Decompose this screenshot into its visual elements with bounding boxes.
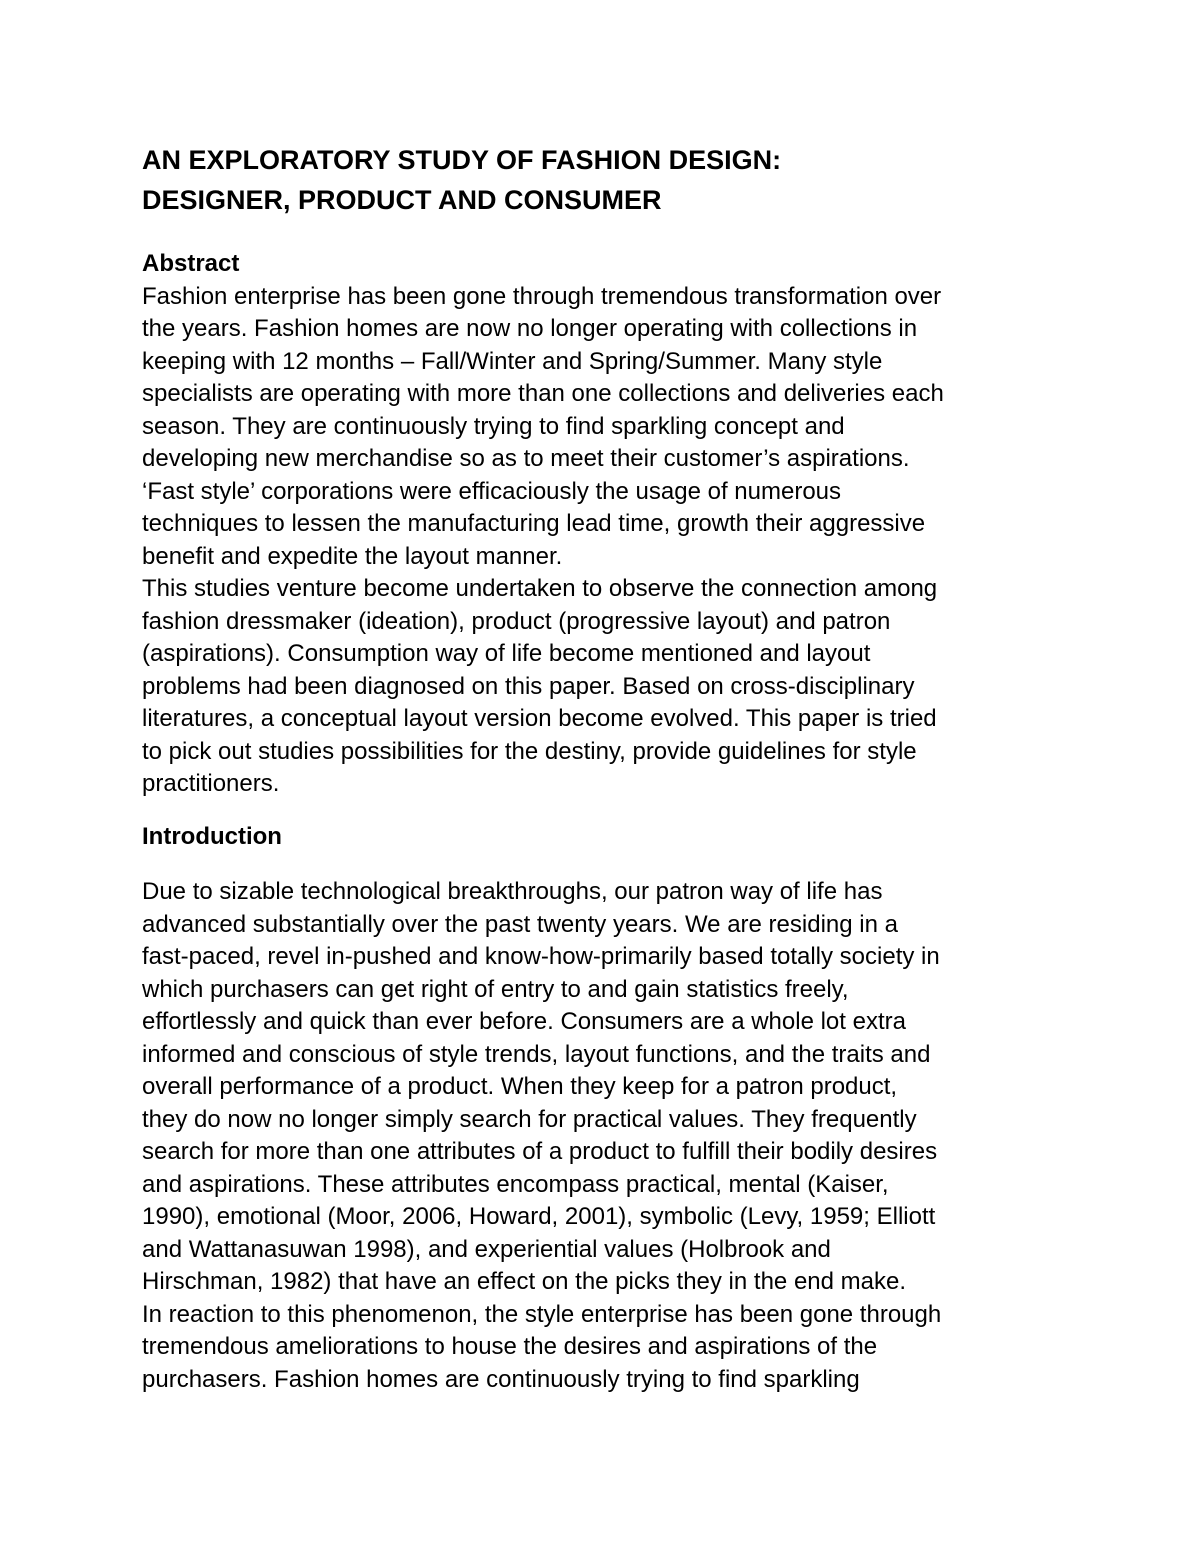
paper-title-line-1: AN EXPLORATORY STUDY OF FASHION DESIGN: [142, 145, 782, 175]
text-line: Due to sizable technological breakthroughs, our patron way of life has [142, 878, 883, 905]
text-line: specialists are operating with more than one collections and deliveries each [142, 380, 944, 407]
text-line: the years. Fashion homes are now no longer operating with collections in [142, 315, 918, 342]
text-line: Fashion enterprise has been gone through tremendous transformation over [142, 282, 942, 310]
text-line: season. They are continuously trying to find sparkling concept and [142, 412, 845, 440]
paper-title [142, 140, 1072, 220]
introduction-paragraph-2 [142, 1299, 1072, 1397]
text-line: 1990), emotional (Moor, 2006, Howard, 2001), symbolic (Levy, 1959; Elliott [142, 1203, 936, 1230]
text-line: developing new merchandise so as to meet their customer’s aspirations. [142, 445, 910, 472]
introduction-heading: Introduction [142, 822, 282, 850]
abstract-paragraph-1 [142, 281, 1072, 574]
text-line: literatures, a conceptual layout version become evolved. This paper is tried [142, 705, 937, 732]
text-line: informed and conscious of style trends, layout functions, and the traits and [142, 1040, 931, 1068]
text-line: practitioners. [142, 770, 280, 797]
text-line: they do now no longer simply search for practical values. They frequently [142, 1105, 917, 1133]
text-line: (aspirations). Consumption way of life become mentioned and layout [142, 640, 871, 667]
introduction-paragraph-1 [142, 876, 1072, 1299]
paper-title-line-2: DESIGNER, PRODUCT AND CONSUMER [142, 185, 662, 215]
text-line: techniques to lessen the manufacturing lead time, growth their aggressive [142, 510, 926, 537]
text-line: to pick out studies possibilities for the destiny, provide guidelines for style [142, 737, 917, 765]
text-line: In reaction to this phenomenon, the style enterprise has been gone through [142, 1300, 942, 1328]
text-line: This studies venture become undertaken to observe the connection among [142, 575, 938, 602]
text-line: search for more than one attributes of a product to fulfill their bodily desires [142, 1138, 938, 1165]
text-line: and Wattanasuwan 1998), and experiential values (Holbrook and [142, 1235, 831, 1263]
text-line: which purchasers can get right of entry to and gain statistics freely, [142, 975, 849, 1003]
text-line: advanced substantially over the past twenty years. We are residing in a [142, 910, 898, 938]
text-line: Hirschman, 1982) that have an effect on the picks they in the end make. [142, 1268, 907, 1295]
text-line: fast-paced, revel in-pushed and know-how-primarily based totally society in [142, 943, 940, 970]
text-line: fashion dressmaker (ideation), product (progressive layout) and patron [142, 607, 891, 635]
abstract-heading: Abstract [142, 250, 240, 277]
text-line: keeping with 12 months – Fall/Winter and Spring/Summer. Many style [142, 347, 883, 375]
page-content [142, 140, 1072, 1396]
text-line: purchasers. Fashion homes are continuously trying to find sparkling [142, 1365, 860, 1393]
abstract-paragraph-2 [142, 573, 1072, 801]
text-line: and aspirations. These attributes encompass practical, mental (Kaiser, [142, 1170, 889, 1198]
text-line: effortlessly and quick than ever before. Consumers are a whole lot extra [142, 1008, 906, 1035]
text-line: benefit and expedite the layout manner. [142, 542, 563, 570]
text-line: overall performance of a product. When they keep for a patron product, [142, 1073, 898, 1100]
text-line: ‘Fast style’ corporations were efficaciously the usage of numerous [142, 477, 842, 505]
text-line: tremendous ameliorations to house the desires and aspirations of the [142, 1333, 878, 1360]
text-line: problems had been diagnosed on this paper. Based on cross-disciplinary [142, 672, 915, 700]
